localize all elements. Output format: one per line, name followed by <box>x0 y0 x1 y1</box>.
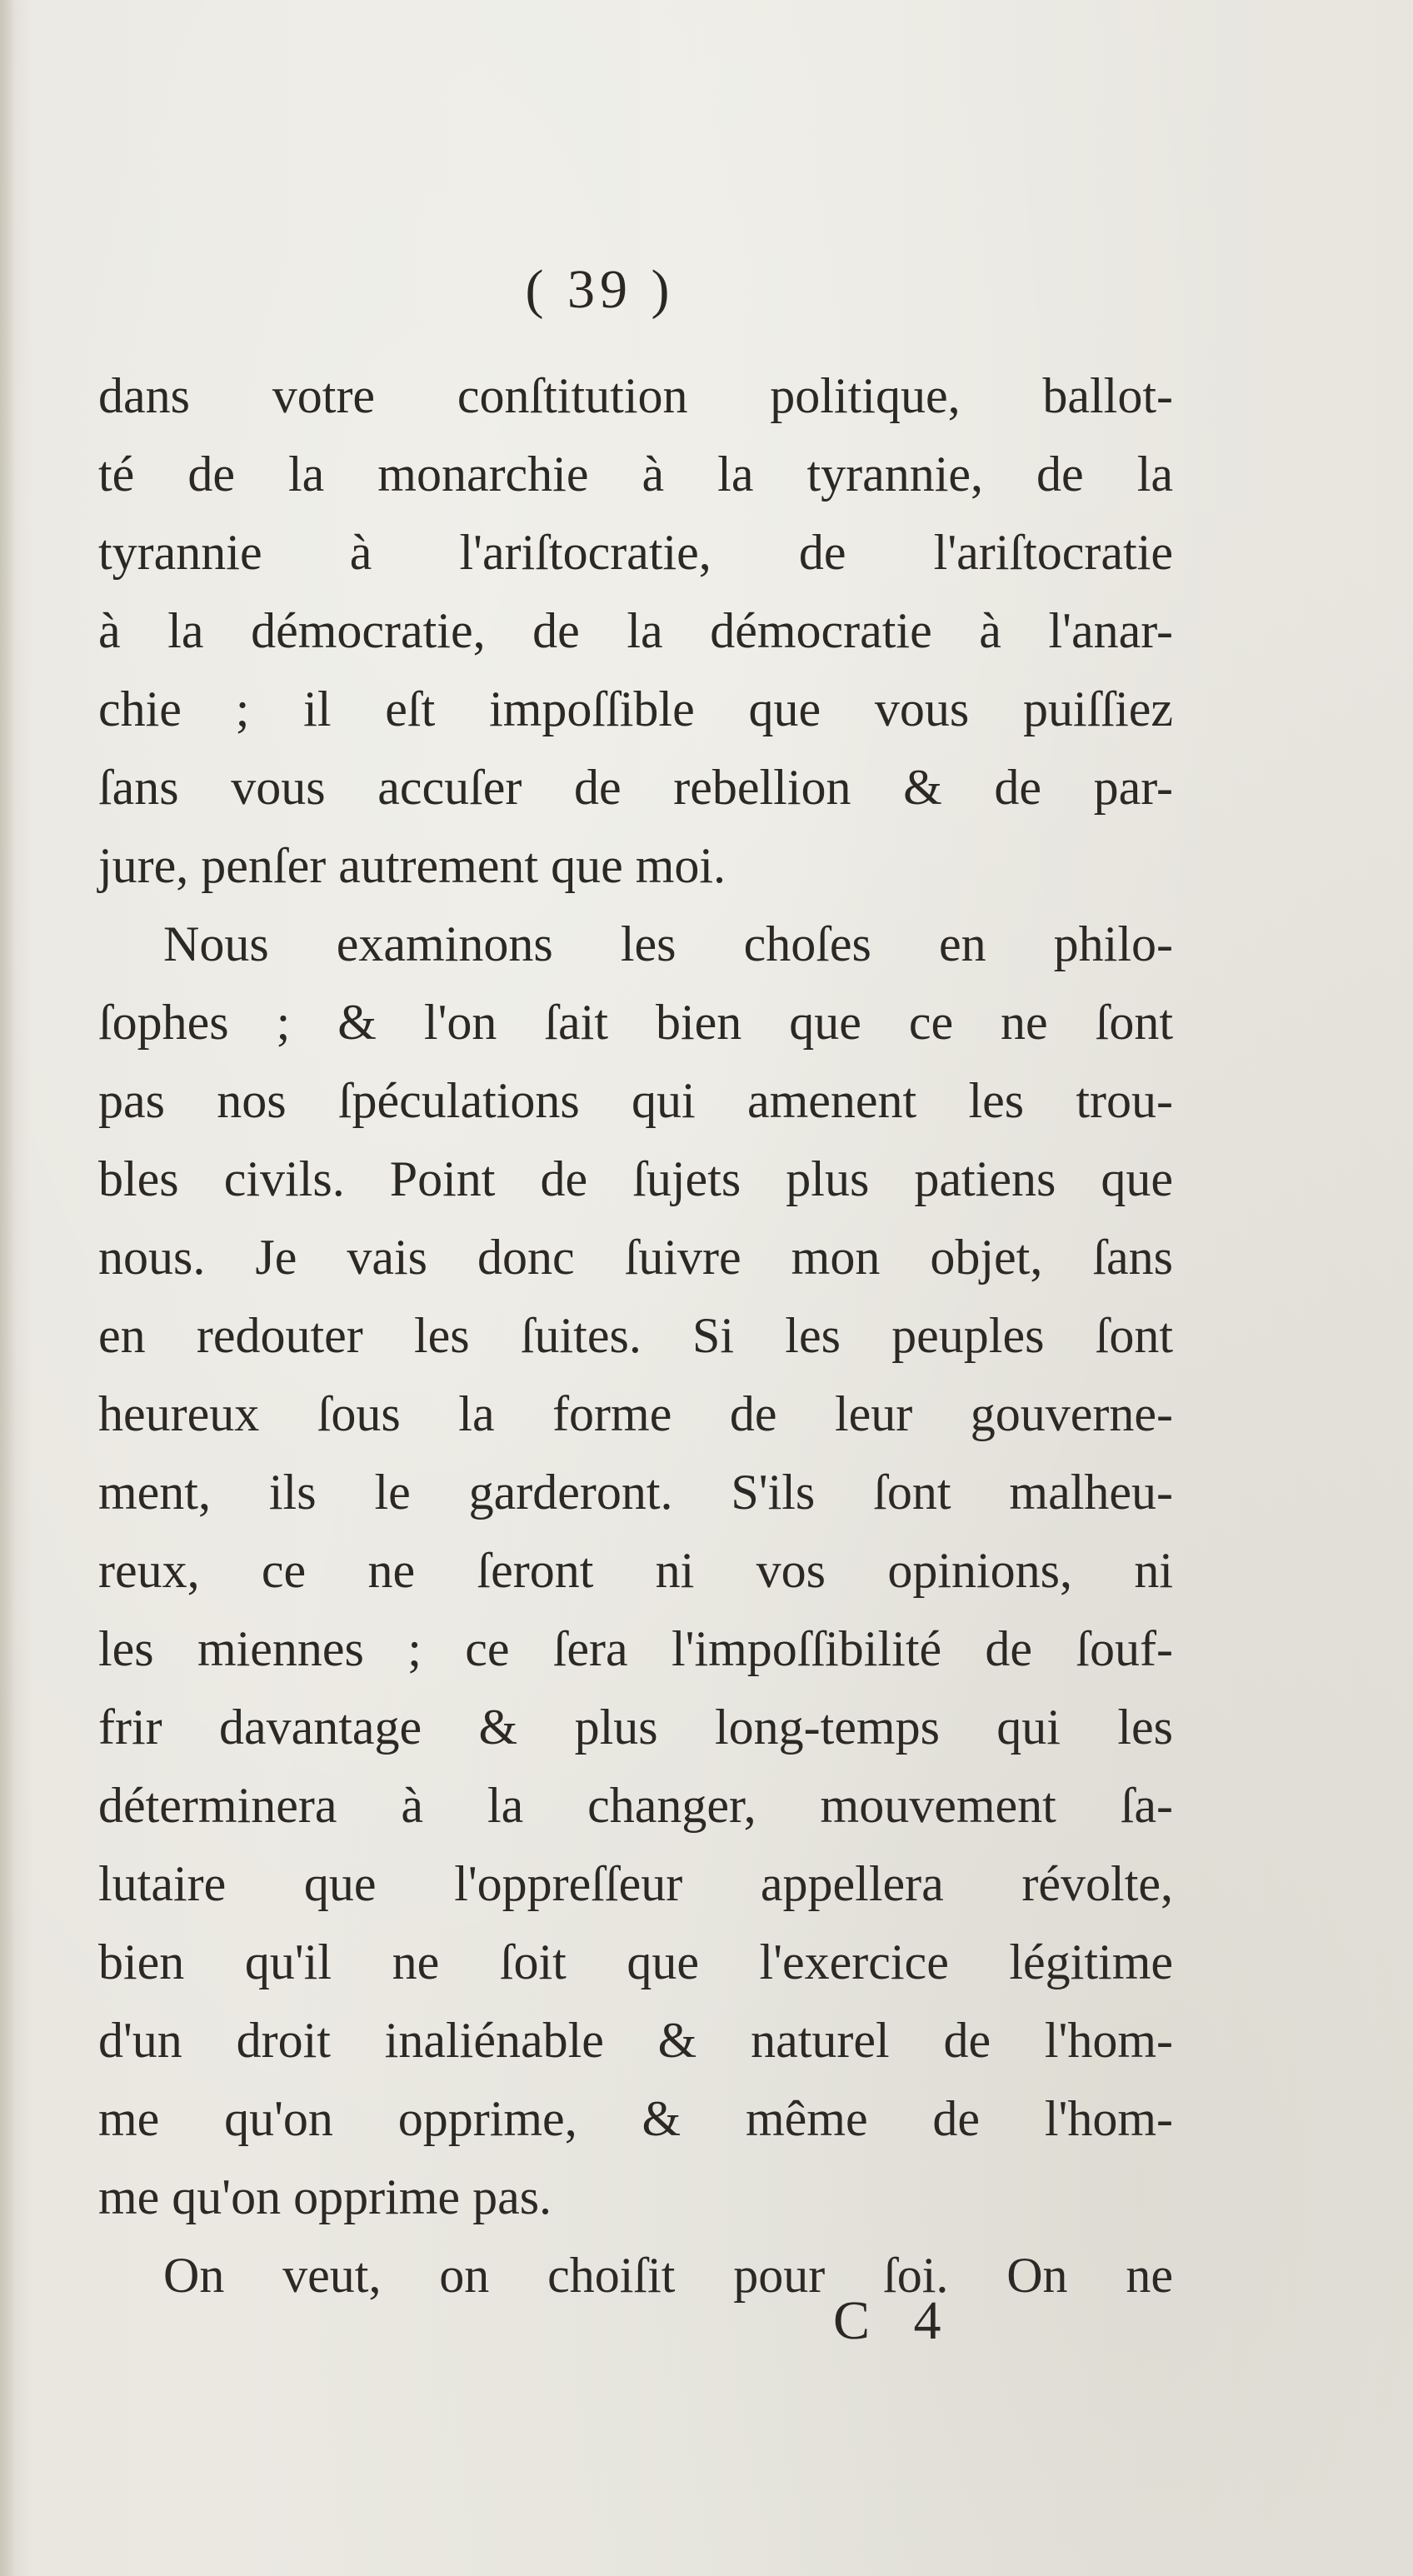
page-number: ( 39 ) <box>525 259 675 320</box>
text-line: té de la monarchie à la tyrannie, de la <box>98 447 1173 502</box>
text-line: ſophes ; & l'on ſait bien que ce ne ſont <box>98 995 1173 1050</box>
text-line: dans votre conſtitution politique, ballot- <box>98 368 1173 423</box>
text-line: nous. Je vais donc ſuivre mon objet, ſans <box>98 1230 1173 1285</box>
text-line: les miennes ; ce ſera l'impoſſibilité de ſouf- <box>98 1621 1173 1676</box>
text-line: jure, penſer autrement que moi. <box>98 838 726 893</box>
text-line: ſans vous accuſer de rebellion & de par- <box>98 760 1173 815</box>
text-line: à la démocratie, de la démocratie à l'anar- <box>98 603 1173 658</box>
text-line: reux, ce ne ſeront ni vos opinions, ni <box>98 1543 1173 1598</box>
text-line: tyrannie à l'ariſtocratie, de l'ariſtocratie <box>98 525 1173 580</box>
text-line: pas nos ſpéculations qui amenent les trou- <box>98 1073 1173 1128</box>
paragraph-start-line: Nous examinons les choſes en philo- <box>163 916 1173 971</box>
text-line: bles civils. Point de ſujets plus patiens que <box>98 1151 1173 1206</box>
paragraph-start-line: On veut, on choiſit pour ſoi. On ne <box>163 2248 1173 2303</box>
text-line: chie ; il eſt impoſſible que vous puiſſiez <box>98 681 1173 736</box>
body-text <box>98 357 1173 2314</box>
signature-mark: C 4 <box>833 2290 956 2351</box>
page-gutter-shadow <box>0 0 15 2576</box>
text-line: heureux ſous la forme de leur gouverne- <box>98 1386 1173 1441</box>
text-line: frir davantage & plus long-temps qui les <box>98 1700 1173 1755</box>
text-line: me qu'on opprime, & même de l'hom- <box>98 2091 1173 2146</box>
text-line: d'un droit inaliénable & naturel de l'hom- <box>98 2013 1173 2068</box>
text-line: ment, ils le garderont. S'ils ſont malheu- <box>98 1465 1173 1520</box>
text-line: bien qu'il ne ſoit que l'exercice légitime <box>98 1934 1173 1989</box>
text-line: déterminera à la changer, mouvement ſa- <box>98 1778 1173 1833</box>
text-line: en redouter les ſuites. Si les peuples ſont <box>98 1308 1173 1363</box>
text-line: lutaire que l'oppreſſeur appellera révolte, <box>98 1856 1173 1911</box>
text-line: me qu'on opprime pas. <box>98 2169 552 2224</box>
